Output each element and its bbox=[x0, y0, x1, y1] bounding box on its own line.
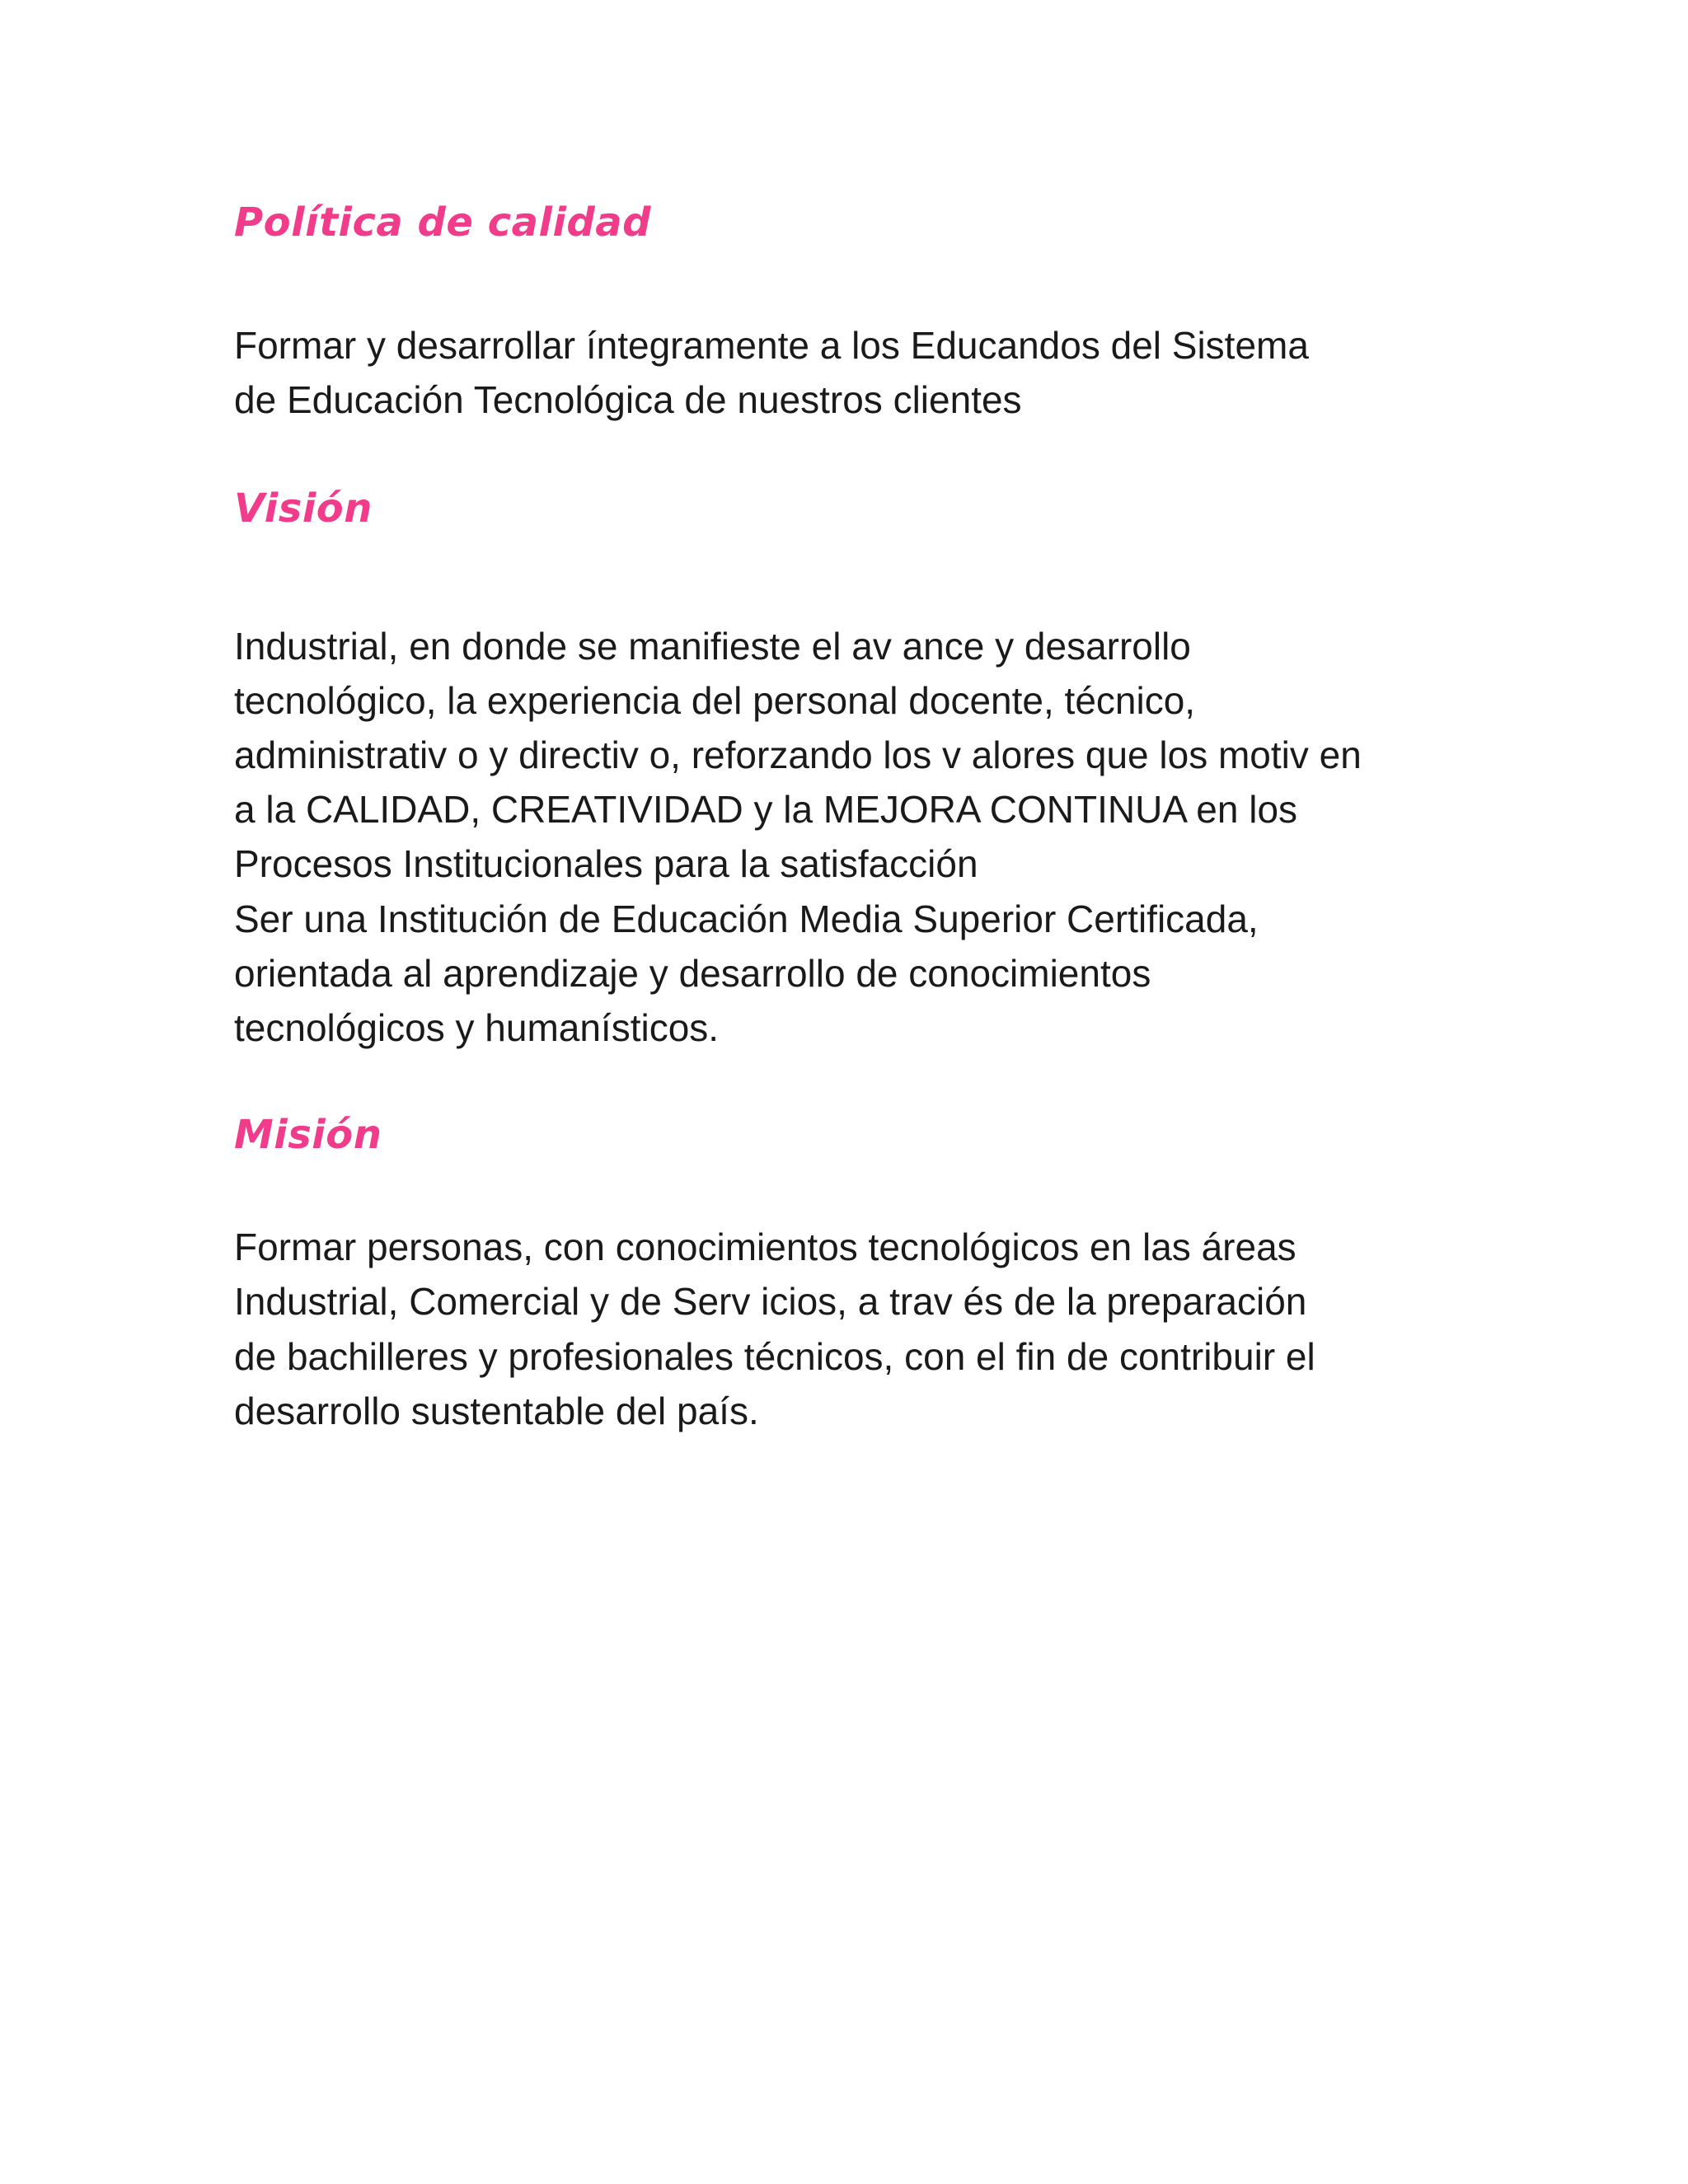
paragraph-line: desarrollo sustentable del país. bbox=[234, 1390, 759, 1432]
paragraph-line: orientada al aprendizaje y desarrollo de conocimientos bbox=[234, 952, 1151, 995]
paragraph-line: Industrial, Comercial y de Serv icios, a trav és de la preparación bbox=[234, 1280, 1307, 1323]
paragraph-line: Formar personas, con conocimientos tecnológicos en las áreas bbox=[234, 1226, 1296, 1268]
paragraph-line: de Educación Tecnológica de nuestros clientes bbox=[234, 378, 1022, 421]
paragraph-line: Formar y desarrollar íntegramente a los Educandos del Sistema bbox=[234, 324, 1309, 367]
paragraph-line: Ser una Institución de Educación Media Superior Certificada, bbox=[234, 898, 1259, 940]
paragraph-line: Procesos Institucionales para la satisfacción bbox=[234, 842, 978, 885]
heading-mision: Misión bbox=[234, 1112, 382, 1158]
paragraph-line: tecnológico, la experiencia del personal docente, técnico, bbox=[234, 679, 1196, 722]
paragraph-line: Industrial, en donde se manifieste el av ance y desarrollo bbox=[234, 625, 1191, 668]
paragraph-line: a la CALIDAD, CREATIVIDAD y la MEJORA CONTINUA en los bbox=[234, 788, 1298, 831]
paragraph-line: de bachilleres y profesionales técnicos, con el fin de contribuir el bbox=[234, 1335, 1315, 1378]
paragraph-line: administrativ o y directiv o, reforzando los v alores que los motiv en bbox=[234, 733, 1362, 776]
paragraph-line: tecnológicos y humanísticos. bbox=[234, 1006, 720, 1049]
heading-politica-de-calidad: Política de calidad bbox=[234, 199, 651, 246]
heading-vision: Visión bbox=[234, 485, 373, 532]
